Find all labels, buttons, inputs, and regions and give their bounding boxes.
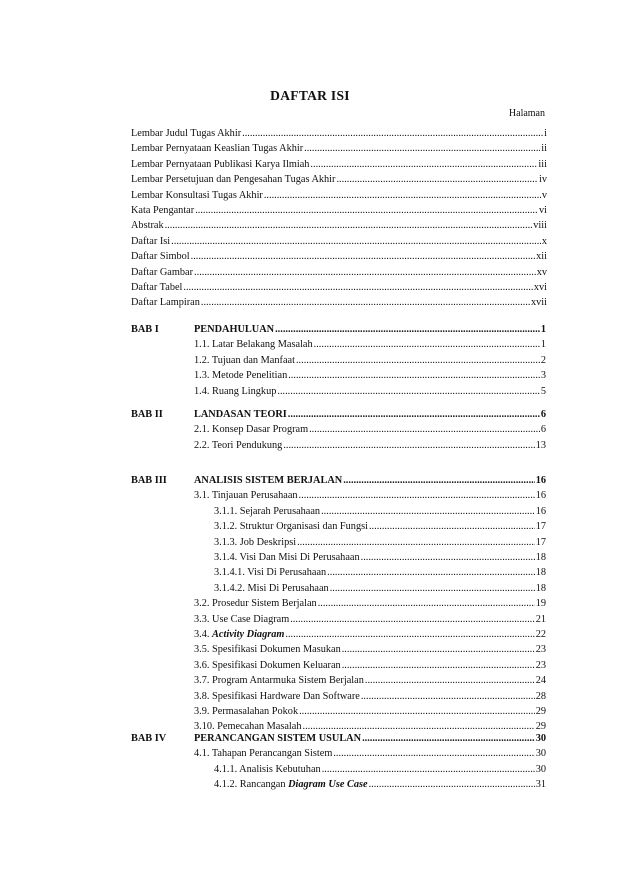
toc-label: ANALISIS SISTEM BERJALAN: [194, 475, 343, 486]
toc-page-number: xvii: [530, 297, 547, 309]
toc-page-number: 16: [535, 505, 546, 517]
toc-page-number: xv: [536, 266, 547, 278]
toc-page-number: 22: [535, 629, 546, 640]
chapter-number: BAB III: [131, 475, 167, 486]
toc-page-number: 17: [535, 536, 546, 548]
toc-label: Lembar Konsultasi Tugas Akhir: [131, 189, 263, 201]
toc-page-number: 23: [535, 644, 546, 656]
toc-page-number: 24: [535, 675, 546, 687]
toc-label: 3.10. Pemecahan Masalah: [194, 721, 302, 733]
toc-page-number: 1: [540, 339, 546, 351]
toc-page-number: x: [541, 235, 547, 247]
leader-dots: [314, 339, 540, 350]
toc-page-number: 2: [540, 354, 546, 366]
leader-dots: [290, 614, 534, 625]
toc-label: Daftar Gambar: [131, 266, 194, 278]
leader-dots: [321, 506, 535, 517]
toc-page-number: 16: [535, 475, 546, 486]
section-entry: [194, 675, 546, 689]
leader-dots: [285, 629, 534, 640]
toc-label: 2.1. Konsep Dasar Program: [194, 424, 309, 436]
section-entry: [194, 691, 546, 705]
chapter-number: BAB IV: [131, 733, 167, 744]
front-matter-entry: [131, 159, 547, 173]
front-matter-entry: [131, 220, 547, 234]
leader-dots: [165, 220, 533, 231]
leader-dots: [194, 267, 536, 278]
leader-dots: [322, 764, 535, 775]
toc-label: 3.8. Spesifikasi Hardware Dan Software: [194, 690, 360, 702]
toc-label: 3.4. Activity Diagram: [194, 629, 285, 640]
subsection-entry: [214, 552, 546, 566]
toc-page-number: viii: [533, 220, 547, 232]
front-matter-entry: [131, 128, 547, 142]
toc-page-number: v: [541, 189, 547, 201]
toc-label: Daftar Lampiran: [131, 297, 200, 309]
toc-label: 3.1.3. Job Deskripsi: [214, 536, 297, 548]
toc-page-number: i: [544, 128, 547, 139]
section-entry: [194, 614, 546, 628]
toc-page-number: ii: [541, 143, 547, 155]
toc-page-number: 21: [535, 613, 546, 625]
toc-page-number: 18: [535, 567, 546, 579]
leader-dots: [361, 552, 535, 563]
toc-label: Daftar Isi: [131, 235, 171, 247]
toc-label: 1.1. Latar Belakang Masalah: [194, 339, 313, 351]
leader-dots: [171, 236, 541, 247]
toc-label: PERANCANGAN SISTEM USULAN: [194, 733, 362, 744]
toc-page-number: 13: [535, 439, 546, 451]
toc-label: 3.5. Spesifikasi Dokumen Masukan: [194, 644, 341, 656]
toc-label: 3.2. Prosedur Sistem Berjalan: [194, 598, 317, 610]
leader-dots: [343, 475, 534, 486]
toc-label: 4.1.1. Analisis Kebutuhan: [214, 763, 321, 775]
toc-label: Lembar Pernyataan Keaslian Tugas Akhir: [131, 143, 304, 155]
section-entry: [194, 706, 546, 720]
toc-label: 2.2. Teori Pendukung: [194, 439, 283, 451]
leader-dots: [369, 779, 535, 790]
subsection-entry: [214, 537, 546, 551]
toc-label-italic: Activity Diagram: [212, 629, 285, 640]
toc-page-number: 6: [540, 424, 546, 436]
toc-page-number: 17: [535, 521, 546, 533]
front-matter-entry: [131, 143, 547, 157]
leader-dots: [297, 537, 535, 548]
leader-dots: [330, 583, 535, 594]
leader-dots: [369, 521, 535, 532]
toc-page-number: 1: [540, 324, 546, 335]
chapter-heading: [194, 733, 546, 747]
section-entry: [194, 440, 546, 454]
section-entry: [194, 339, 546, 353]
toc-label: 3.1.4.2. Misi Di Perusahaan: [214, 582, 329, 594]
leader-dots: [191, 251, 536, 262]
toc-page-number: 23: [535, 659, 546, 671]
toc-page-number: 6: [540, 409, 546, 420]
leader-dots: [365, 675, 535, 686]
front-matter-entry: [131, 267, 547, 281]
toc-page-number: xvi: [533, 282, 547, 293]
leader-dots: [242, 128, 543, 139]
toc-label: Lembar Judul Tugas Akhir: [131, 128, 242, 139]
leader-dots: [309, 424, 540, 435]
chapter-heading: [194, 324, 546, 338]
toc-label: 3.1.4. Visi Dan Misi Di Perusahaan: [214, 552, 360, 563]
toc-label: 3.6. Spesifikasi Dokumen Keluaran: [194, 659, 341, 671]
subsection-entry: [214, 779, 546, 793]
leader-dots: [195, 205, 538, 216]
leader-dots: [264, 190, 541, 201]
toc-label: PENDAHULUAN: [194, 324, 275, 335]
toc-label: 3.1.2. Struktur Organisasi dan Fungsi: [214, 521, 368, 533]
leader-dots: [342, 660, 535, 671]
subsection-entry: [214, 567, 546, 581]
leader-dots: [201, 297, 530, 308]
page-title: DAFTAR ISI: [270, 88, 350, 103]
toc-page-number: 16: [535, 490, 546, 502]
leader-dots: [275, 324, 540, 335]
section-entry: [194, 386, 546, 400]
section-entry: [194, 629, 546, 643]
subsection-entry: [214, 764, 546, 778]
leader-dots: [342, 644, 535, 655]
toc-page-number: 5: [540, 385, 546, 397]
front-matter-entry: [131, 297, 547, 311]
chapter-number: BAB II: [131, 409, 163, 420]
toc-label: Daftar Simbol: [131, 251, 190, 263]
toc-page-number: 3: [540, 370, 546, 382]
toc-page-number: 29: [535, 706, 546, 717]
leader-dots: [362, 733, 535, 744]
toc-label: 3.1. Tinjauan Perusahaan: [194, 490, 298, 502]
toc-label: 1.3. Metode Penelitian: [194, 370, 288, 382]
leader-dots: [277, 386, 539, 397]
front-matter-entry: [131, 282, 547, 296]
toc-page-number: 30: [535, 748, 546, 760]
halaman-label: Halaman: [508, 108, 545, 119]
toc-label: Kata Pengantar: [131, 205, 195, 216]
section-entry: [194, 598, 546, 612]
section-entry: [194, 424, 546, 438]
subsection-entry: [214, 583, 546, 597]
leader-dots: [183, 282, 532, 293]
leader-dots: [299, 706, 535, 717]
toc-page-number: 30: [535, 763, 546, 775]
section-entry: [194, 490, 546, 504]
toc-page-number: 18: [535, 552, 546, 563]
toc-page-number: vi: [538, 205, 547, 216]
leader-dots: [318, 598, 535, 609]
toc-page-number: 19: [535, 598, 546, 610]
toc-label: 3.7. Program Antarmuka Sistem Berjalan: [194, 675, 364, 687]
leader-dots: [327, 567, 535, 578]
toc-label: 3.1.4.1. Visi Di Perusahaan: [214, 567, 327, 579]
front-matter-entry: [131, 174, 547, 188]
subsection-entry: [214, 506, 546, 520]
leader-dots: [299, 490, 535, 501]
toc-page-number: 28: [535, 690, 546, 702]
section-entry: [194, 660, 546, 674]
leader-dots: [310, 159, 537, 170]
leader-dots: [336, 174, 538, 185]
leader-dots: [296, 355, 540, 366]
toc-label: Daftar Tabel: [131, 282, 183, 293]
leader-dots: [361, 691, 535, 702]
leader-dots: [304, 143, 540, 154]
section-entry: [194, 644, 546, 658]
toc-page-number: 18: [535, 582, 546, 594]
toc-label: 3.9. Permasalahan Pokok: [194, 706, 299, 717]
toc-page-number: 30: [535, 733, 546, 744]
chapter-heading: [194, 409, 546, 423]
toc-label: Lembar Persetujuan dan Pengesahan Tugas Akhir: [131, 174, 336, 186]
leader-dots: [283, 440, 534, 451]
toc-label-italic: Diagram Use Case: [288, 779, 368, 791]
toc-label: Abstrak: [131, 220, 164, 232]
leader-dots: [288, 409, 540, 420]
section-entry: [194, 355, 546, 369]
front-matter-entry: [131, 251, 547, 265]
section-entry: [194, 370, 546, 384]
toc-page-number: 31: [535, 779, 546, 791]
section-entry: [194, 748, 546, 762]
subsection-entry: [214, 521, 546, 535]
front-matter-entry: [131, 190, 547, 204]
toc-label: 1.4. Ruang Lingkup: [194, 385, 277, 397]
front-matter-entry: [131, 205, 547, 219]
chapter-number: BAB I: [131, 324, 159, 335]
front-matter-entry: [131, 236, 547, 250]
leader-dots: [333, 748, 534, 759]
toc-label: Lembar Pernyataan Publikasi Karya Ilmiah: [131, 158, 310, 170]
toc-label: 1.2. Tujuan dan Manfaat: [194, 354, 295, 366]
leader-dots: [303, 721, 535, 732]
toc-page-number: xii: [536, 251, 547, 263]
toc-label: 3.3. Use Case Diagram: [194, 613, 290, 625]
toc-page-number: iii: [538, 158, 547, 170]
toc-page-number: 29: [535, 721, 546, 733]
toc-label: 4.1. Tahapan Perancangan Sistem: [194, 748, 333, 760]
toc-label: 3.1.1. Sejarah Perusahaan: [214, 505, 321, 517]
chapter-heading: [194, 475, 546, 489]
toc-label: 4.1.2. Rancangan Diagram Use Case: [214, 779, 368, 791]
toc-label: LANDASAN TEORI: [194, 409, 287, 420]
toc-page-number: iv: [538, 174, 547, 186]
leader-dots: [288, 370, 540, 381]
